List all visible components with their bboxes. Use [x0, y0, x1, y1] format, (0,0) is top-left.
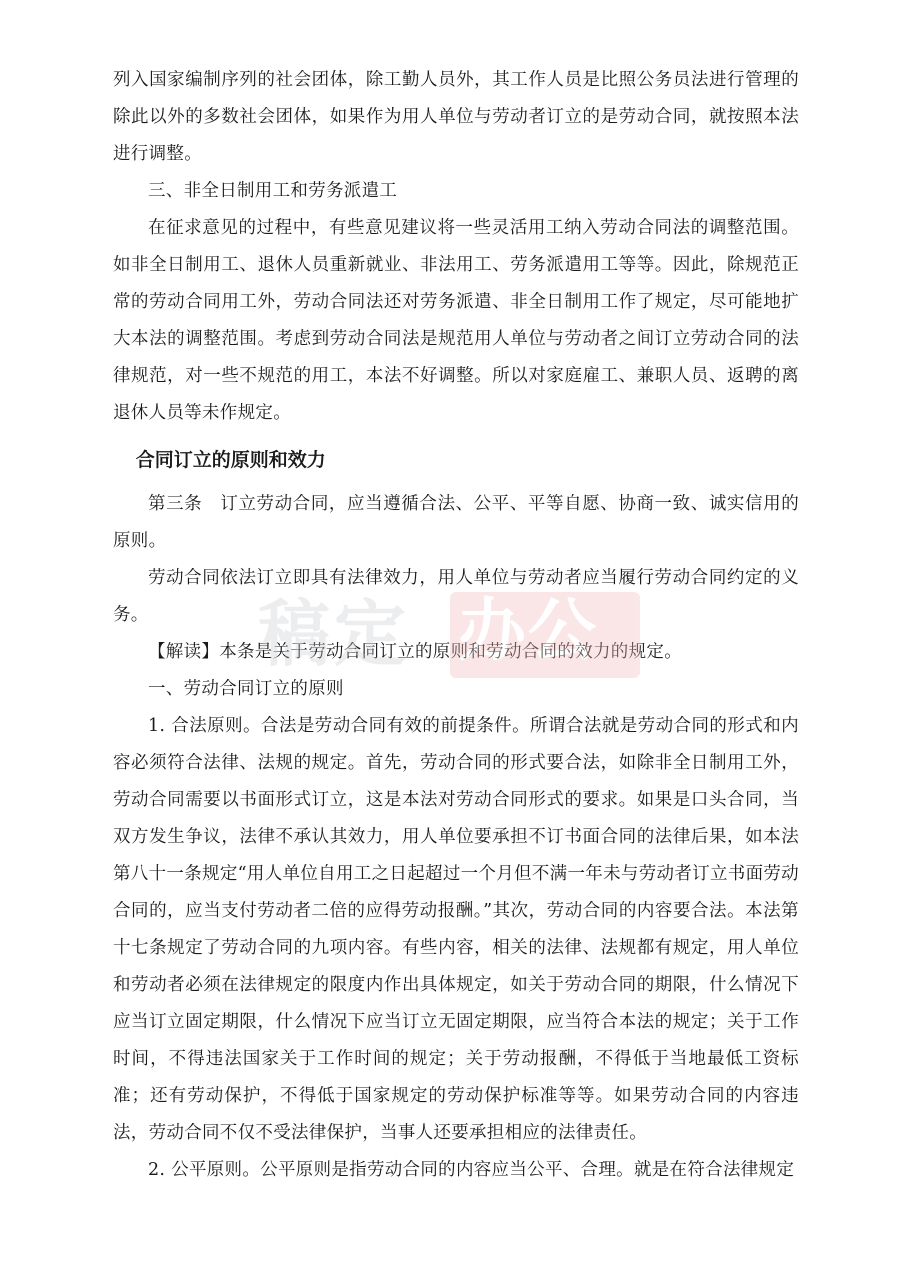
paragraph-social-groups: 列入国家编制序列的社会团体，除工勤人员外，其工作人员是比照公务员法进行管理的除此以外的多数社会团体，如果作为用人单位与劳动者订立的是劳动合同，就按照本法进行调整。 — [113, 70, 799, 164]
paragraph-contract-effect: 劳动合同依法订立即具有法律效力，用人单位与劳动者应当履行劳动合同约定的义务。 — [113, 568, 799, 625]
paragraph-legality-principle: 1. 合法原则。合法是劳动合同有效的前提条件。所谓合法就是劳动合同的形式和内容必须符合法律、法规的规定。首先，劳动合同的形式要合法，如除非全日制用工外，劳动合同需要以书面形式订立，这是本法对劳动合同形式的要求。如果是口头合同，当双方发生争议，法律不承认其效力，用人单位要承担不订书面合同的法律后果，如本法第八十一条规定“用人单位自用工之日起超过一个月但不满一年未与劳动者订立书面劳动合同的，应当支付劳动者二倍的应得劳动报酬。”其次，劳动合同的内容要合法。本法第十七条规定了劳动合同的九项内容。有些内容，相关的法律、法规都有规定，用人单位和劳动者必须在法律规定的限度内作出具体规定，如关于劳动合同的期限，什么情况下应当订立固定期限，什么情况下应当订立无固定期限，应当符合本法的规定；关于工作时间，不得违法国家关于工作时间的规定；关于劳动报酬，不得低于当地最低工资标准；还有劳动保护，不得低于国家规定的劳动保护标准等等。如果劳动合同的内容违法，劳动合同不仅不受法律保护，当事人还要承担相应的法律责任。 — [113, 716, 799, 1143]
paragraph-flexible-employment: 在征求意见的过程中，有些意见建议将一些灵活用工纳入劳动合同法的调整范围。如非全日制用工、退休人员重新就业、非法用工、劳务派遣用工等等。因此，除规范正常的劳动合同用工外，劳动合同法还对劳务派遣、非全日制用工作了规定，尽可能地扩大本法的调整范围。考虑到劳动合同法是规范用人单位与劳动者之间订立劳动合同的法律规范，对一些不规范的用工，本法不好调整。所以对家庭雇工、兼职人员、返聘的离退休人员等未作规定。 — [113, 218, 799, 423]
article-three: 第三条 订立劳动合同，应当遵循合法、公平、平等自愿、协商一致、诚实信用的原则。 — [113, 494, 799, 551]
interpretation-note: 【解读】本条是关于劳动合同订立的原则和劳动合同的效力的规定。 — [148, 642, 682, 662]
section-heading: 合同订立的原则和效力 — [135, 449, 326, 471]
subheading-part-time-dispatch: 三、非全日制用工和劳务派遣工 — [148, 181, 398, 201]
subheading-principles: 一、劳动合同订立的原则 — [148, 679, 344, 699]
document-body — [113, 62, 799, 1189]
paragraph-fairness-principle: 2. 公平原则。公平原则是指劳动合同的内容应当公平、合理。就是在符合法律规定 — [148, 1160, 795, 1180]
watermark-right-text: 办公 — [458, 592, 599, 671]
watermark-left-text: 稿定 — [258, 592, 411, 676]
